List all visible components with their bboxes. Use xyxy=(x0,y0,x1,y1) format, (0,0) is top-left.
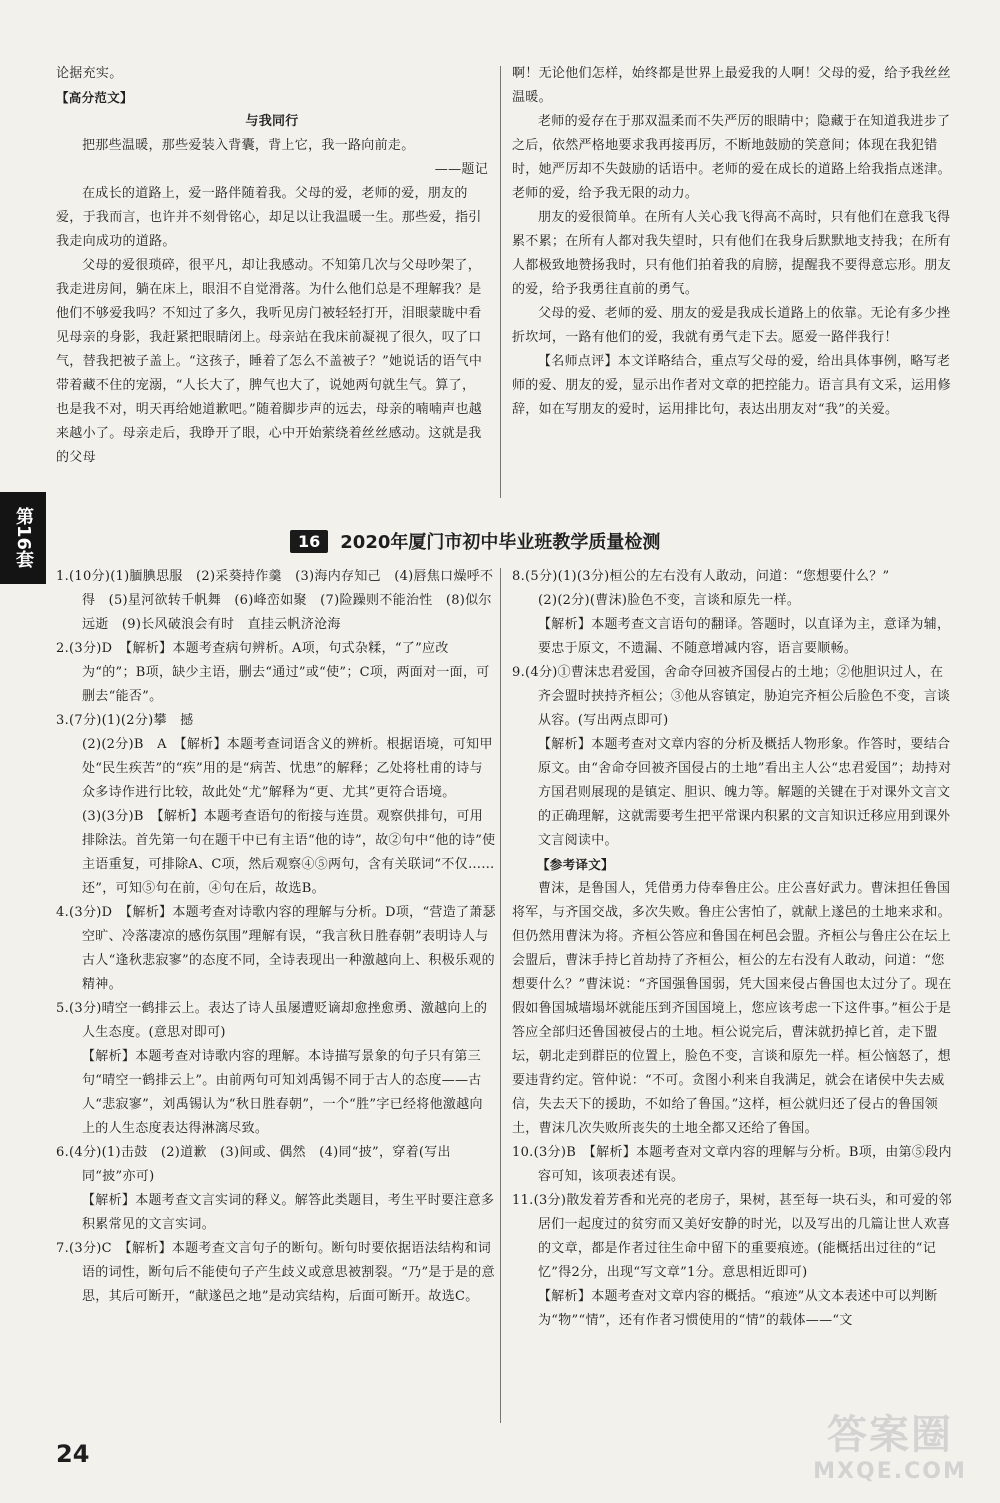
answer-item: 【参考译文】 xyxy=(537,857,614,872)
side-tab-label: 第16套 xyxy=(13,507,34,569)
answer-item: 9.(4分)①曹沫忠君爱国，舍命夺回被齐国侵占的土地；②他胆识过人，在齐会盟时挟持齐桓公；③他从容镇定，胁迫完齐桓公后脸色不变，言谈从容。(写出两点即可) xyxy=(512,665,951,728)
essay-paragraph: 朋友的爱很简单。在所有人关心我飞得高不高时，只有他们在意我飞得累不累；在所有人都对我失望时，只有他们在我身后默默地支持我；在所有人都极致地赞扬我时，只有他们拍着我的肩膀，提醒我不要得意忘形。朋友的爱，给予我勇往直前的勇气。 xyxy=(512,210,951,297)
answers-column-left xyxy=(56,565,496,1309)
column-divider xyxy=(500,568,501,1423)
answer-item: 5.(3分)晴空一鹤排云上。表达了诗人虽屡遭贬谪却愈挫愈勇、激越向上的人生态度。(意思对即可) xyxy=(56,1001,488,1040)
essay-paragraph: 啊！无论他们怎样，始终都是世界上最爱我的人啊！父母的爱，给予我丝丝温暖。 xyxy=(512,66,951,105)
answer-item: (3)(3分)B 【解析】本题考查语句的衔接与连贯。观察供排句，可用排除法。首先第一句在题干中已有主语“他的诗”，故②句中“他的诗”使主语重复，可排除A、C项，然后观察④⑤两句，含有关联词“不仅……还”，可知⑤句在前，④句在后，故选B。 xyxy=(82,809,496,896)
answer-item: 【解析】本题考查文言语句的翻译。答题时，以直译为主，意译为辅，要忠于原文，不遗漏、不随意增减内容，语言要顺畅。 xyxy=(538,617,951,656)
answer-item: 8.(5分)(1)(3分)桓公的左右没有人敢动，问道：“您想要什么？” xyxy=(512,569,890,584)
set-side-tab xyxy=(0,492,46,584)
essay-paragraph: 【名师点评】本文详略结合，重点写父母的爱，给出具体事例，略写老师的爱、朋友的爱，显示出作者对文章的把控能力。语言具有文采，运用修辞，如在写朋友的爱时，运用排比句，表达出朋友对“我”的关爱。 xyxy=(512,354,951,417)
answer-item: 1.(10分)(1)腼腆思服 (2)采葵持作羹 (3)海内存知己 (4)唇焦口燥呼不得 (5)星河欲转千帆舞 (6)峰峦如聚 (7)险躁则不能治性 (8)似尔远逝 (9)长风破浪会有时 直挂云帆济沧海 xyxy=(56,569,494,632)
answer-item: 3.(7分)(1)(2分)攀 撼 xyxy=(56,713,194,728)
essay-paragraph: 父母的爱、老师的爱、朋友的爱是我成长道路上的依靠。无论有多少挫折坎坷，一路有他们的爱，我就有勇气走下去。愿爱一路伴我行！ xyxy=(512,306,951,345)
answers-column-right xyxy=(512,565,952,1333)
essay-paragraph: 与我同行 xyxy=(245,114,299,129)
essay-paragraph: 论据充实。 xyxy=(56,66,123,81)
answer-item: 2.(3分)D 【解析】本题考查病句辨析。A项，句式杂糅，“了”应改为“的”；B项，缺少主语，删去“通过”或“使”；C项，两面对一面，可删去“能否”。 xyxy=(56,641,490,704)
answer-item: 11.(3分)散发着芳香和光亮的老房子，果树，甚至每一块石头，和可爱的邻居们一起度过的贫穷而又美好安静的时光，以及写出的几篇让世人欢喜的文章，都是作者过往生命中留下的重要痕迹。(能概括出过往的“记忆”得2分，出现“写文章”1分。意思相近即可) xyxy=(512,1193,952,1280)
watermark-logo: 答案圈 MXQE.COM xyxy=(813,1412,967,1484)
section-number-badge: 16 xyxy=(290,530,328,553)
section-header xyxy=(290,526,710,556)
essay-column-right xyxy=(512,62,952,422)
essay-paragraph: 老师的爱存在于那双温柔而不失严厉的眼睛中；隐藏于在知道我进步了之后，依然严格地要求我再接再厉，不断地鼓励的笑意间；体现在我犯错时，她严厉却不失鼓励的话语中。老师的爱在成长的道路上给我指点迷津。老师的爱，给予我无限的动力。 xyxy=(512,114,951,201)
answer-item: 【解析】本题考查对文章内容的概括。“痕迹”从文本表述中可以判断为“物”“情”，还有作者习惯使用的“情”的载体——“文 xyxy=(538,1289,938,1328)
answer-item: 4.(3分)D 【解析】本题考查对诗歌内容的理解与分析。D项，“营造了萧瑟空旷、冷落凄凉的感伤氛围”理解有误，“我言秋日胜春朝”表明诗人与古人“逢秋悲寂寥”的态度不同，全诗表现出一种激越向上、积极乐观的精神。 xyxy=(56,905,496,992)
answer-item: 6.(4分)(1)击鼓 (2)道歉 (3)间或、偶然 (4)同“披”，穿着(写出同“披”亦可) xyxy=(56,1145,451,1184)
essay-paragraph: 【高分范文】 xyxy=(56,90,133,105)
essay-paragraph: 把那些温暖，那些爱装入背囊，背上它，我一路向前走。 xyxy=(82,138,415,153)
answer-item: 【解析】本题考查文言实词的释义。解答此类题目，考生平时要注意多积累常见的文言实词。 xyxy=(82,1193,495,1232)
essay-paragraph: ——题记 xyxy=(434,162,488,177)
answer-item: 7.(3分)C 【解析】本题考查文言句子的断句。断句时要依据语法结构和词语的词性，断句后不能使句子产生歧义或意思被割裂。“乃”是于是的意思，其后可断开，“献遂邑之地”是动宾结构，后面可断开。故选C。 xyxy=(56,1241,495,1304)
essay-paragraph: 在成长的道路上，爱一路伴随着我。父母的爱，老师的爱，朋友的爱，于我而言，也许并不刻骨铭心，却足以让我温暖一生。那些爱，指引我走向成功的道路。 xyxy=(56,186,482,249)
section-title: 2020年厦门市初中毕业班教学质量检测 xyxy=(340,532,661,553)
essay-paragraph: 父母的爱很琐碎，很平凡，却让我感动。不知第几次与父母吵架了，我走进房间，躺在床上，眼泪不自觉滑落。为什么他们总是不理解我？是他们不够爱我吗？不知过了多久，我听见房门被轻轻打开，泪眼蒙眬中看见母亲的身影，我赶紧把眼睛闭上。母亲站在我床前凝视了很久，叹了口气，替我把被子盖上。“这孩子，睡着了怎么不盖被子？”她说话的语气中带着藏不住的宠溺，“人长大了，脾气也大了，说她两句就生气。算了，也是我不对，明天再给她道歉吧。”随着脚步声的远去，母亲的喃喃声也越来越小了。母亲走后，我睁开了眼，心中开始萦绕着丝丝感动。这就是我的父母 xyxy=(56,258,483,465)
answer-item: (2)(2分)(曹沫)脸色不变，言谈和原先一样。 xyxy=(538,593,801,608)
answer-item: 【解析】本题考查对诗歌内容的理解。本诗描写景象的句子只有第三句“晴空一鹤排云上”。由前两句可知刘禹锡不同于古人的态度——古人“悲寂寥”，刘禹锡认为“秋日胜春朝”，一个“胜”字已经将他激越向上的人生态度表达得淋漓尽致。 xyxy=(82,1049,483,1136)
answer-item: 10.(3分)B 【解析】本题考查对文章内容的理解与分析。B项，由第⑤段内容可知，该项表述有误。 xyxy=(512,1145,952,1184)
answer-item: 曹沫，是鲁国人，凭借勇力侍奉鲁庄公。庄公喜好武力。曹沫担任鲁国将军，与齐国交战，多次失败。鲁庄公害怕了，就献上遂邑的土地来求和。但仍然用曹沫为将。齐桓公答应和鲁国在柯邑会盟。齐桓公与鲁庄公在坛上会盟后，曹沫手持匕首劫持了齐桓公，桓公的左右没有人敢动，问道：“您想要什么？”曹沫说：“齐国强鲁国弱，凭大国来侵占鲁国也太过分了。现在假如鲁国城墙塌坏就能压到齐国国境上，您应该考虑一下这件事。”桓公于是答应全部归还鲁国被侵占的土地。桓公说完后，曹沫就扔掉匕首，走下盟坛，朝北走到群臣的位置上，脸色不变，言谈和原先一样。桓公恼怒了，想要违背约定。管仲说：“不可。贪图小利来自我满足，就会在诸侯中失去威信，失去天下的援助，不如给了鲁国。”这样，桓公就归还了侵占的鲁国领土，曹沫几次失败所丧失的土地全都又还给了鲁国。 xyxy=(512,881,952,1136)
page-number: 24 xyxy=(56,1440,90,1468)
column-divider xyxy=(500,66,501,498)
answer-item: (2)(2分)B A 【解析】本题考查词语含义的辨析。根据语境，可知甲处“民生疾苦”的“疾”用的是“病苦、忧患”的解释；乙处将杜甫的诗与众多诗作进行比较，故此处“尤”解释为“更、尤其”更符合语境。 xyxy=(82,737,493,800)
essay-column-left xyxy=(56,62,488,470)
answer-item: 【解析】本题考查对文章内容的分析及概括人物形象。作答时，要结合原文。由“舍命夺回被齐国侵占的土地”看出主人公“忠君爱国”；劫持对方国君则展现的是镇定、胆识、魄力等。解题的关键在于对课外文言文的正确理解，这就需要考生把平常课内积累的文言知识迁移应用到课外文言阅读中。 xyxy=(538,737,952,848)
